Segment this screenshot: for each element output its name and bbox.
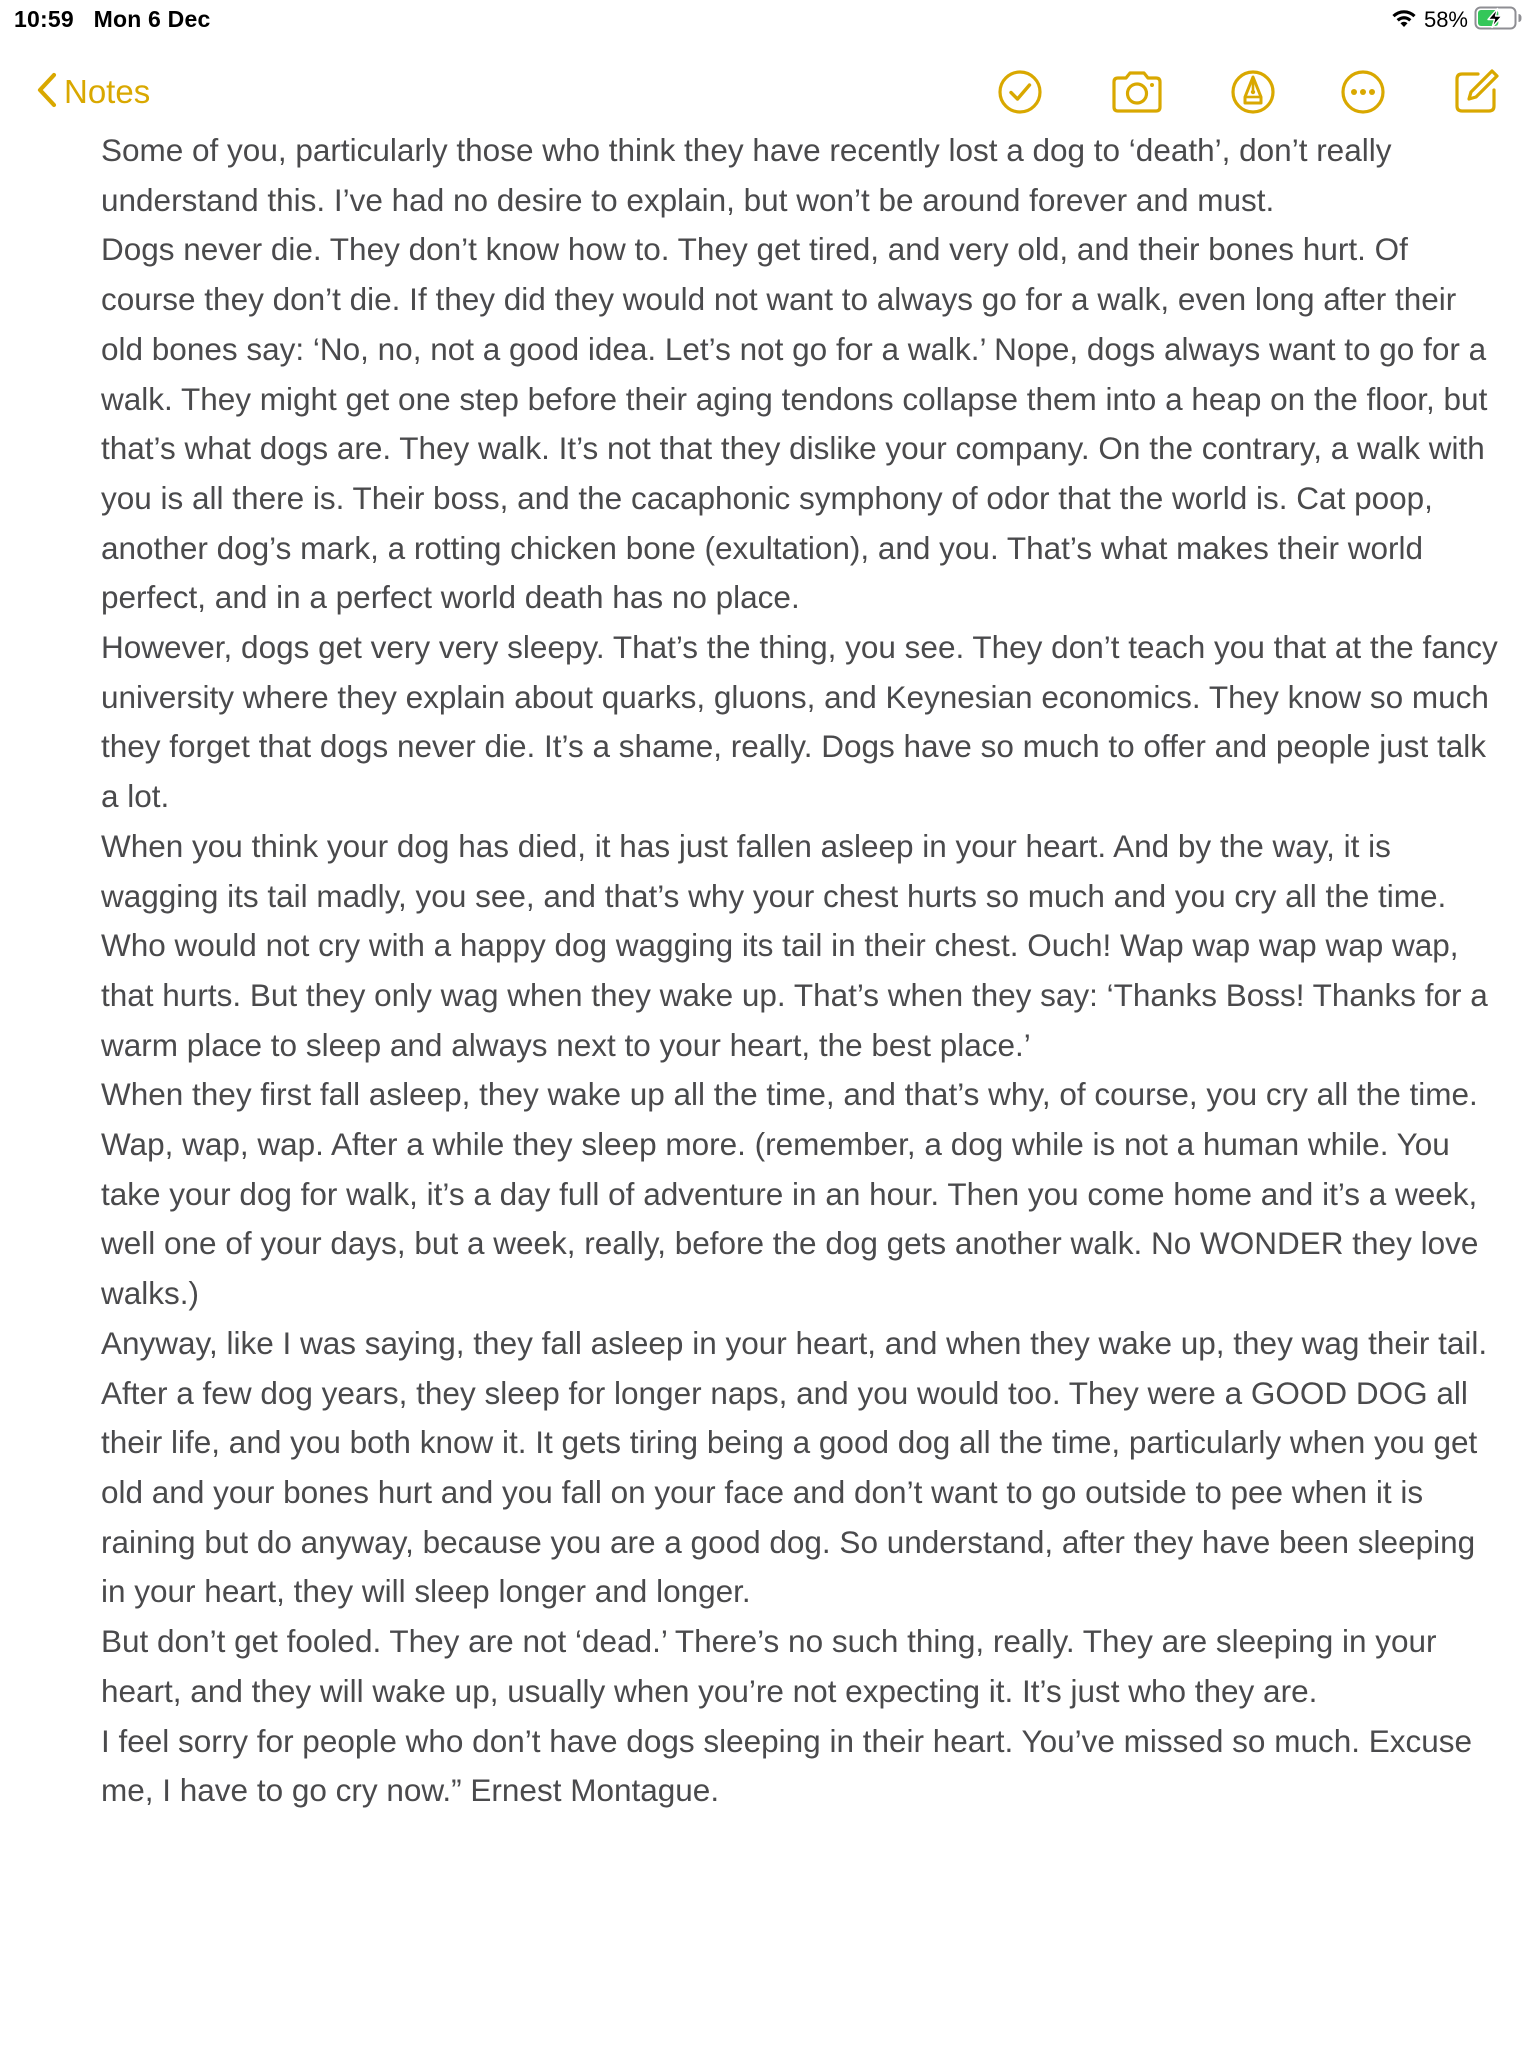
ellipsis-circle-icon — [1340, 69, 1386, 120]
checkmark-circle-icon — [997, 69, 1043, 120]
back-label: Notes — [64, 73, 151, 110]
status-time-date — [14, 6, 210, 33]
note-paragraph: Some of you, particularly those who think they have recently lost a dog to ‘death’, don’t really understand this. I’ve had no desire to explain, but won’t be around forever and must. — [101, 132, 1392, 218]
note-body[interactable] — [0, 126, 1536, 2048]
back-to-notes-button[interactable] — [36, 66, 150, 118]
note-paragraph: However, dogs get very very sleepy. That’s the thing, you see. They don’t teach you that at the fancy university where they explain about quarks, gluons, and Keynesian economics. They know so much they forget that dogs never die. It’s a shame, really. Dogs have so much to offer and people just talk a lot. — [101, 629, 1498, 815]
note-paragraph: When they first fall asleep, they wake up all the time, and that’s why, of course, you cry all the time. Wap, wap, wap. After a while they sleep more. (remember, a dog while is not a human while. You take your dog for walk, it’s a day full of adventure in an hour. Then you come home and it’s a week, well one of your days, but a week, really, before the dog gets another walk. No WONDER they love walks.) — [101, 1076, 1479, 1312]
camera-icon — [1109, 70, 1165, 119]
battery-percent: 58% — [1423, 7, 1468, 32]
more-button[interactable] — [1335, 66, 1391, 122]
status-bar — [0, 0, 1536, 40]
status-date: Mon 6 Dec — [93, 6, 211, 32]
chevron-left-icon — [36, 71, 58, 114]
checklist-button[interactable] — [992, 66, 1048, 122]
markup-button[interactable] — [1225, 66, 1281, 122]
wifi-icon — [1390, 7, 1418, 34]
status-time: 10:59 — [14, 6, 74, 32]
note-paragraph: But don’t get fooled. They are not ‘dead.’ There’s no such thing, really. They are sleeping in your heart, and they will wake up, usually when you’re not expecting it. It’s just who they are. — [101, 1623, 1437, 1709]
note-paragraph: I feel sorry for people who don’t have dogs sleeping in their heart. You’ve missed so much. Excuse me, I have to go cry now.” Ernest Montague. — [101, 1722, 1473, 1809]
compose-button[interactable] — [1448, 66, 1504, 122]
note-paragraph: Anyway, like I was saying, they fall asleep in your heart, and when they wake up, they wag their tail. After a few dog years, they sleep for longer naps, and you would too. They were a GOOD DOG all their life, and you both know it. It gets tiring being a good dog all the time, particularly when you get old and your bones hurt and you fall on your face and don’t want to go outside to pee when it is raining but do anyway, because you are a good dog. So understand, after they have been sleeping in your heart, they will sleep longer and longer. — [101, 1324, 1488, 1610]
note-text[interactable] — [101, 126, 1501, 1816]
status-indicators — [1390, 6, 1524, 34]
pen-tip-circle-icon — [1230, 69, 1276, 120]
compose-icon — [1452, 68, 1500, 121]
note-toolbar — [0, 56, 1536, 126]
note-paragraph: Dogs never die. They don’t know how to. They get tired, and very old, and their bones hurt. Of course they don’t die. If they did they would not want to always go for a walk, even long after their old bones say: ‘No, no, not a good idea. Let’s not go for a walk.’ Nope, dogs always want to go for a walk. They might get one step before their aging tendons collapse them into a heap on the floor, but that’s what dogs are. They walk. It’s not that they dislike your company. On the contrary, a walk with you is all there is. Their boss, and the cacaphonic symphony of odor that the world is. Cat poop, another dog’s mark, a rotting chicken bone (exultation), and you. That’s what makes their world perfect, and in a perfect world death has no place. — [101, 231, 1488, 616]
note-paragraph: When you think your dog has died, it has just fallen asleep in your heart. And by the way, it is wagging its tail madly, you see, and that’s why your chest hurts so much and you cry all the time. Who would not cry with a happy dog wagging its tail in their chest. Ouch! Wap wap wap wap wap, that hurts. But they only wag when they wake up. That’s when they say: ‘Thanks Boss! Thanks for a warm place to sleep and always next to your heart, the best place.’ — [101, 827, 1488, 1063]
camera-button[interactable] — [1109, 66, 1165, 122]
battery-charging-icon — [1474, 5, 1524, 36]
